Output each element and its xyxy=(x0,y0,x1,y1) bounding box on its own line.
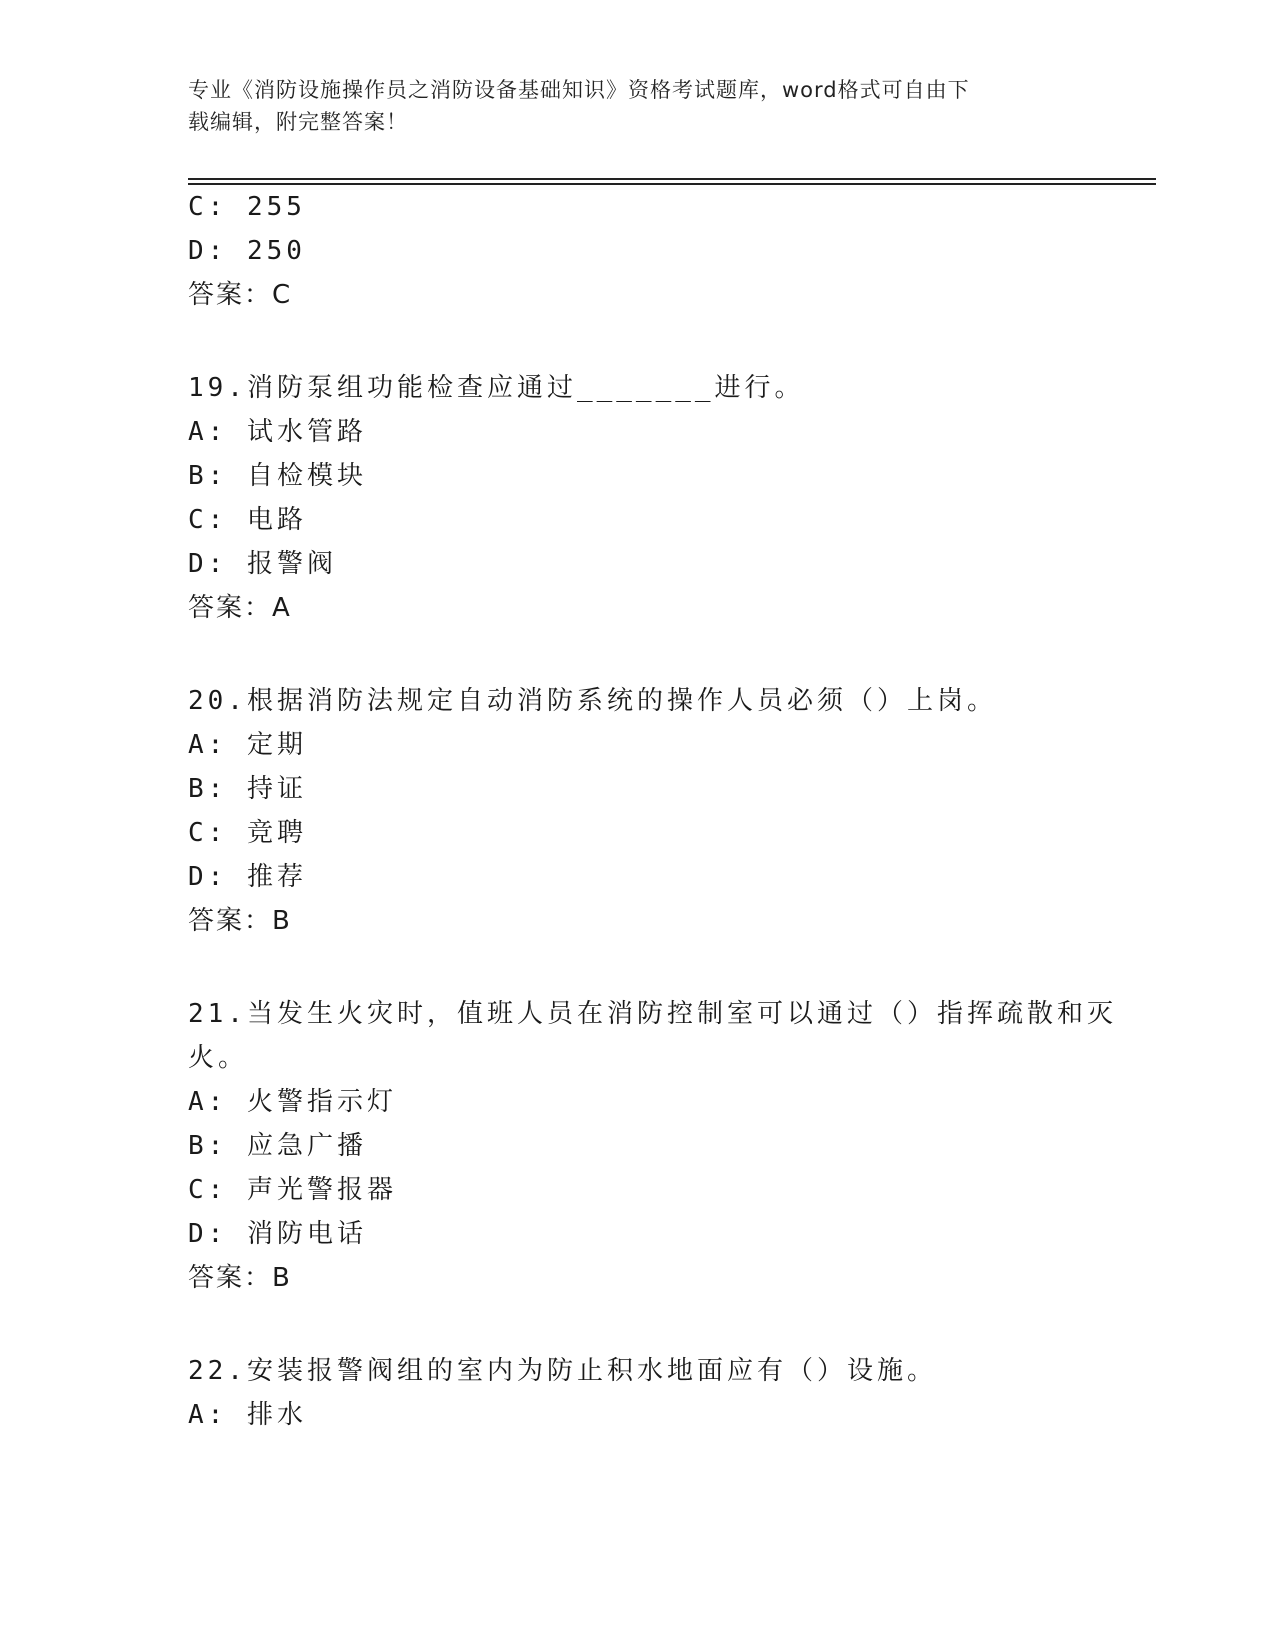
option-c: C: 255 xyxy=(188,192,306,222)
question-21-text-line-2: 火。 xyxy=(188,1043,249,1073)
question-22-text: 22.安装报警阀组的室内为防止积水地面应有（）设施。 xyxy=(188,1356,937,1386)
question-21-answer: 答案：B xyxy=(188,1263,292,1293)
question-19-option-c: C: 电路 xyxy=(188,505,307,535)
answer-line: 答案：C xyxy=(188,280,293,310)
question-21-option-b: B: 应急广播 xyxy=(188,1131,367,1161)
header-line-1: 专业《消防设施操作员之消防设备基础知识》资格考试题库，word格式可自由下 xyxy=(188,78,970,102)
question-21-option-d: D: 消防电话 xyxy=(188,1219,367,1249)
question-19-option-b: B: 自检模块 xyxy=(188,461,367,491)
question-20-text: 20.根据消防法规定自动消防系统的操作人员必须（）上岗。 xyxy=(188,686,997,716)
question-20-answer: 答案：B xyxy=(188,906,292,936)
question-20-option-b: B: 持证 xyxy=(188,774,307,804)
question-21-option-c: C: 声光警报器 xyxy=(188,1175,397,1205)
question-19-text: 19.消防泵组功能检查应通过_______进行。 xyxy=(188,373,805,403)
header-line-2: 载编辑，附完整答案！ xyxy=(188,110,408,134)
question-20-option-d: D: 推荐 xyxy=(188,862,307,892)
option-d: D: 250 xyxy=(188,236,306,266)
question-19-option-a: A: 试水管路 xyxy=(188,417,367,447)
header-divider-bottom xyxy=(188,183,1156,185)
question-21-text-line-1: 21.当发生火灾时，值班人员在消防控制室可以通过（）指挥疏散和灭 xyxy=(188,999,1117,1029)
question-22-option-a: A: 排水 xyxy=(188,1400,307,1430)
question-20-option-a: A: 定期 xyxy=(188,730,307,760)
question-19-option-d: D: 报警阀 xyxy=(188,549,337,579)
question-20-option-c: C: 竞聘 xyxy=(188,818,307,848)
header-divider-top xyxy=(188,178,1156,180)
question-19-answer: 答案：A xyxy=(188,593,292,623)
question-21-option-a: A: 火警指示灯 xyxy=(188,1087,397,1117)
document-header xyxy=(188,74,1068,138)
